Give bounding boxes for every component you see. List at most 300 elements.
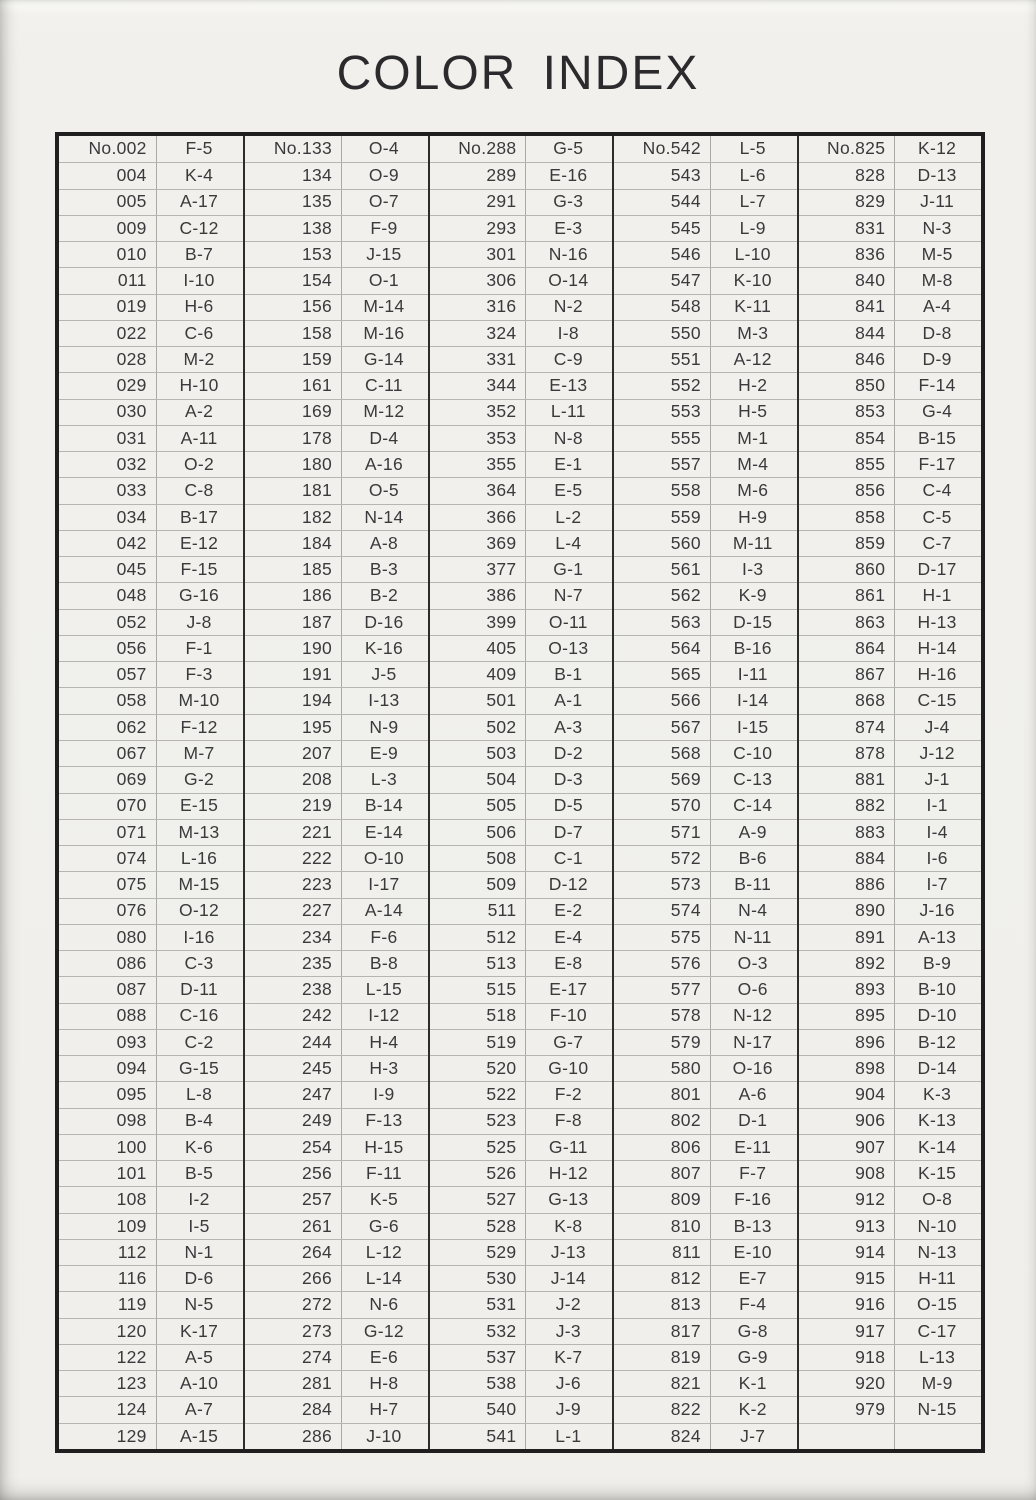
- grid-code-cell: G-6: [368, 1215, 399, 1236]
- grid-code-cell: M-16: [363, 322, 405, 343]
- table-row: [59, 1318, 243, 1344]
- color-number-cell: 580: [614, 1056, 711, 1081]
- grid-code-cell: I-14: [737, 690, 769, 711]
- table-row: [430, 399, 612, 425]
- table-row: [614, 819, 796, 845]
- table-row: [59, 976, 243, 1002]
- table-row: [59, 477, 243, 503]
- color-number-cell: 019: [59, 295, 157, 320]
- grid-code-cell: I-4: [926, 821, 948, 842]
- color-number-cell: 822: [614, 1397, 711, 1422]
- table-row: [799, 346, 981, 372]
- grid-code-cell: F-8: [554, 1110, 582, 1131]
- color-number-cell: 850: [799, 373, 896, 398]
- table-row: [799, 556, 981, 582]
- color-number-cell: 119: [59, 1292, 157, 1317]
- color-number-cell: 123: [59, 1371, 157, 1396]
- table-row: [799, 609, 981, 635]
- grid-code-cell: D-2: [553, 742, 583, 763]
- grid-code-cell: M-10: [178, 690, 220, 711]
- table-row: [430, 215, 612, 241]
- grid-code-cell: K-11: [734, 296, 772, 317]
- color-number-cell: 836: [799, 242, 896, 267]
- color-number-cell: 917: [799, 1319, 896, 1344]
- table-row: [245, 819, 427, 845]
- color-number-cell: 256: [245, 1161, 342, 1186]
- grid-code-cell: A-9: [738, 821, 767, 842]
- color-number-cell: 504: [430, 767, 527, 792]
- table-row: [245, 189, 427, 215]
- table-row: [614, 215, 796, 241]
- grid-code-cell: L-8: [185, 1084, 213, 1105]
- grid-code-cell: C-7: [922, 532, 952, 553]
- table-row: [59, 898, 243, 924]
- grid-code-cell: C-17: [917, 1320, 957, 1341]
- table-row: [245, 976, 427, 1002]
- grid-code-cell: N-3: [922, 217, 952, 238]
- table-row: [430, 1029, 612, 1055]
- grid-code-cell: L-3: [370, 769, 398, 790]
- color-number-cell: 080: [59, 925, 157, 950]
- table-row: [430, 714, 612, 740]
- table-row: [614, 845, 796, 871]
- color-number-cell: 562: [614, 583, 711, 608]
- color-number-cell: 530: [430, 1266, 527, 1291]
- grid-code-cell: C-5: [922, 506, 952, 527]
- grid-code-cell: L-12: [365, 1241, 403, 1262]
- color-number-cell: 898: [799, 1056, 896, 1081]
- color-number-cell: 864: [799, 636, 896, 661]
- grid-code-cell: E-9: [369, 742, 398, 763]
- grid-code-cell: D-7: [553, 821, 583, 842]
- grid-code-cell: L-10: [734, 243, 771, 264]
- grid-code-cell: B-16: [733, 637, 772, 658]
- table-row: [614, 793, 796, 819]
- grid-code-cell: I-13: [368, 690, 400, 711]
- color-number-cell: 813: [614, 1292, 711, 1317]
- table-row: [799, 582, 981, 608]
- column-group-4: [612, 136, 796, 1449]
- table-row: [799, 1239, 981, 1265]
- table-row: [614, 950, 796, 976]
- grid-code-cell: I-9: [373, 1084, 395, 1105]
- color-number-cell: 846: [799, 347, 896, 372]
- color-number-cell: No.542: [614, 136, 711, 162]
- color-number-cell: 306: [430, 268, 527, 293]
- color-number-cell: 227: [245, 899, 342, 924]
- color-number-cell: 109: [59, 1214, 157, 1239]
- grid-code-cell: B-5: [184, 1163, 214, 1183]
- grid-code-cell: C-12: [179, 217, 219, 238]
- grid-code-cell: G-13: [548, 1189, 589, 1210]
- color-number-cell: 831: [799, 216, 896, 241]
- color-number-cell: 567: [614, 715, 711, 740]
- column-group-2: [243, 136, 427, 1449]
- color-number-cell: 572: [614, 846, 711, 871]
- table-row: [59, 451, 243, 477]
- grid-code-cell: I-16: [183, 926, 215, 947]
- table-row: [799, 372, 981, 398]
- color-number-cell: 178: [245, 426, 342, 451]
- table-row: [799, 766, 981, 792]
- color-number-cell: 552: [614, 373, 711, 398]
- color-number-cell: 238: [245, 977, 342, 1002]
- table-row: [59, 714, 243, 740]
- table-row: [245, 346, 427, 372]
- table-row: [430, 924, 612, 950]
- color-number-cell: 281: [245, 1371, 342, 1396]
- table-row: [59, 1291, 243, 1317]
- grid-code-cell: H-1: [922, 585, 952, 606]
- table-row: [799, 1370, 981, 1396]
- grid-code-cell: M-11: [732, 532, 773, 553]
- table-row: [59, 267, 243, 293]
- grid-code-cell: H-5: [738, 401, 768, 422]
- color-number-cell: 386: [430, 583, 527, 608]
- table-row: [59, 1370, 243, 1396]
- color-number-cell: 076: [59, 899, 157, 924]
- color-number-cell: 884: [799, 846, 896, 871]
- table-row: [59, 372, 243, 398]
- table-row: [245, 451, 427, 477]
- table-row: [799, 661, 981, 687]
- table-row: [430, 556, 612, 582]
- color-number-cell: 158: [245, 321, 342, 346]
- color-number-cell: 546: [614, 242, 711, 267]
- grid-code-cell: G-7: [553, 1031, 584, 1052]
- color-number-cell: 261: [245, 1214, 342, 1239]
- color-number-cell: 247: [245, 1082, 342, 1107]
- grid-code-cell: C-2: [184, 1031, 214, 1052]
- grid-code-cell: O-11: [548, 611, 588, 632]
- grid-code-cell: G-16: [178, 585, 220, 606]
- table-row: [430, 1108, 612, 1134]
- grid-code-cell: F-12: [180, 716, 218, 737]
- color-number-cell: 811: [614, 1240, 711, 1265]
- grid-code-cell: F-14: [918, 375, 956, 396]
- grid-code-cell: D-13: [917, 165, 957, 186]
- table-row: [430, 609, 612, 635]
- color-number-cell: 266: [245, 1266, 342, 1291]
- grid-code-cell: M-4: [737, 453, 769, 474]
- table-row: [245, 635, 427, 661]
- table-row: [245, 1134, 427, 1160]
- grid-code-cell: J-4: [924, 716, 950, 737]
- table-row: [614, 1003, 796, 1029]
- grid-code-cell: G-15: [178, 1057, 220, 1078]
- grid-code-cell: H-12: [548, 1163, 588, 1183]
- color-number-cell: 033: [59, 478, 157, 503]
- color-number-cell: 138: [245, 216, 342, 241]
- color-number-cell: 195: [245, 715, 342, 740]
- color-number-cell: 543: [614, 163, 711, 188]
- table-row: [430, 1213, 612, 1239]
- color-number-cell: 399: [430, 610, 527, 635]
- color-number-cell: 273: [245, 1319, 342, 1344]
- table-row: [430, 793, 612, 819]
- grid-code-cell: A-13: [918, 926, 957, 947]
- table-row: [799, 819, 981, 845]
- grid-code-cell: A-12: [733, 348, 772, 369]
- table-row: [59, 1134, 243, 1160]
- color-number-cell: 537: [430, 1345, 527, 1370]
- grid-code-cell: F-13: [365, 1110, 403, 1131]
- table-row: [799, 845, 981, 871]
- table-row: [799, 1423, 981, 1449]
- color-number-cell: 920: [799, 1371, 896, 1396]
- color-number-cell: 906: [799, 1109, 896, 1134]
- table-row: [59, 1423, 243, 1449]
- color-number-cell: 184: [245, 531, 342, 556]
- grid-code-cell: K-1: [738, 1373, 767, 1394]
- grid-code-cell: C-13: [733, 769, 773, 790]
- color-number-cell: 868: [799, 688, 896, 713]
- table-row: [245, 609, 427, 635]
- color-number-cell: 532: [430, 1319, 527, 1344]
- grid-code-cell: M-8: [921, 270, 953, 291]
- color-number-cell: 861: [799, 583, 896, 608]
- color-number-cell: 409: [430, 662, 527, 687]
- table-row: [799, 1291, 981, 1317]
- grid-code-cell: K-15: [918, 1163, 957, 1183]
- grid-code-cell: L-2: [555, 506, 582, 527]
- table-row: [59, 740, 243, 766]
- grid-code-cell: I-7: [926, 874, 948, 895]
- table-row: [59, 1396, 243, 1422]
- grid-code-cell: L-5: [739, 138, 766, 159]
- grid-code-cell: E-3: [554, 217, 583, 238]
- grid-code-cell: N-7: [553, 585, 583, 606]
- grid-code-cell: N-16: [548, 243, 588, 264]
- color-number-cell: 515: [430, 977, 527, 1002]
- color-number-cell: 819: [614, 1345, 711, 1370]
- table-row: [799, 1108, 981, 1134]
- table-row: [59, 1160, 243, 1186]
- table-row: [614, 189, 796, 215]
- grid-code-cell: B-12: [918, 1031, 957, 1052]
- grid-code-cell: L-7: [739, 191, 766, 212]
- table-row: [245, 1265, 427, 1291]
- table-row: [614, 924, 796, 950]
- grid-code-cell: M-12: [363, 401, 405, 422]
- color-number-cell: 234: [245, 925, 342, 950]
- color-number-cell: 316: [430, 295, 527, 320]
- color-number-cell: 519: [430, 1030, 527, 1055]
- table-row: [59, 346, 243, 372]
- grid-code-cell: E-5: [554, 480, 583, 501]
- table-row: [430, 1291, 612, 1317]
- table-row: [614, 871, 796, 897]
- color-number-cell: 801: [614, 1082, 711, 1107]
- grid-code-cell: M-7: [183, 742, 215, 763]
- color-number-cell: 264: [245, 1240, 342, 1265]
- table-row: [430, 267, 612, 293]
- grid-code-cell: I-17: [368, 874, 400, 895]
- color-number-cell: 528: [430, 1214, 527, 1239]
- color-number-cell: 553: [614, 400, 711, 425]
- grid-code-cell: D-16: [364, 611, 404, 632]
- grid-code-cell: H-14: [917, 637, 957, 658]
- color-number-cell: No.288: [430, 136, 527, 162]
- table-row: [799, 793, 981, 819]
- table-row: [245, 372, 427, 398]
- table-row: [614, 320, 796, 346]
- grid-code-cell: N-8: [553, 427, 583, 448]
- grid-code-cell: M-6: [737, 480, 769, 501]
- color-number-cell: 913: [799, 1214, 896, 1239]
- color-number-cell: 159: [245, 347, 342, 372]
- table-row: [799, 399, 981, 425]
- grid-code-cell: F-9: [370, 217, 398, 238]
- table-row: [59, 661, 243, 687]
- grid-code-cell: N-4: [738, 900, 768, 921]
- color-number-cell: 527: [430, 1187, 527, 1212]
- color-number-cell: 022: [59, 321, 157, 346]
- color-number-cell: 101: [59, 1161, 157, 1186]
- table-row: [614, 530, 796, 556]
- table-row: [59, 556, 243, 582]
- table-row: [59, 609, 243, 635]
- grid-code-cell: B-2: [369, 585, 398, 606]
- table-row: [430, 661, 612, 687]
- grid-code-cell: O-4: [368, 138, 399, 159]
- color-number-cell: 134: [245, 163, 342, 188]
- color-number-cell: 503: [430, 741, 527, 766]
- column-group-3: [428, 136, 612, 1449]
- color-number-cell: 180: [245, 452, 342, 477]
- color-number-cell: 048: [59, 583, 157, 608]
- color-number-cell: 031: [59, 426, 157, 451]
- color-number-cell: 531: [430, 1292, 527, 1317]
- table-row: [430, 1134, 612, 1160]
- color-number-cell: 979: [799, 1397, 896, 1422]
- table-row: [59, 582, 243, 608]
- grid-code-cell: K-16: [364, 637, 403, 658]
- table-row: [799, 425, 981, 451]
- color-number-cell: 855: [799, 452, 896, 477]
- table-row: [614, 635, 796, 661]
- color-number-cell: 254: [245, 1135, 342, 1160]
- color-number-cell: 547: [614, 268, 711, 293]
- table-row: [614, 477, 796, 503]
- color-number-cell: 154: [245, 268, 342, 293]
- grid-code-cell: E-8: [554, 952, 583, 973]
- table-row: [245, 425, 427, 451]
- grid-code-cell: F-7: [739, 1163, 767, 1183]
- color-number-cell: 829: [799, 190, 896, 215]
- color-number-cell: 291: [430, 190, 527, 215]
- color-number-cell: 912: [799, 1187, 896, 1212]
- color-number-cell: 045: [59, 557, 157, 582]
- color-number-cell: 156: [245, 295, 342, 320]
- color-number-cell: 568: [614, 741, 711, 766]
- table-row: [614, 1265, 796, 1291]
- page-title: COLOR INDEX: [336, 47, 700, 100]
- table-row: [430, 372, 612, 398]
- table-row: [245, 399, 427, 425]
- grid-code-cell: J-7: [740, 1425, 766, 1446]
- table-row: [245, 924, 427, 950]
- table-row: [430, 950, 612, 976]
- color-number-cell: 886: [799, 872, 896, 897]
- table-row: [799, 136, 981, 162]
- table-row: [245, 1108, 427, 1134]
- color-number-cell: 098: [59, 1109, 157, 1134]
- grid-code-cell: E-17: [549, 979, 588, 1000]
- color-number-cell: 182: [245, 505, 342, 530]
- grid-code-cell: C-3: [184, 952, 214, 973]
- table-row: [614, 766, 796, 792]
- grid-code-cell: H-11: [918, 1268, 957, 1289]
- color-number-cell: 129: [59, 1424, 157, 1449]
- grid-code-cell: B-11: [734, 874, 772, 895]
- color-number-cell: 028: [59, 347, 157, 372]
- table-row: [245, 504, 427, 530]
- grid-code-cell: I-12: [368, 1005, 400, 1026]
- table-row: [799, 1081, 981, 1107]
- table-row: [799, 871, 981, 897]
- color-number-cell: 541: [430, 1424, 527, 1449]
- table-row: [245, 1029, 427, 1055]
- grid-code-cell: C-1: [553, 847, 583, 868]
- table-row: [59, 1344, 243, 1370]
- table-row: [799, 1055, 981, 1081]
- grid-code-cell: J-11: [920, 191, 955, 212]
- table-row: [245, 950, 427, 976]
- table-row: [245, 267, 427, 293]
- color-number-cell: 544: [614, 190, 711, 215]
- table-row: [430, 425, 612, 451]
- grid-code-cell: B-3: [369, 559, 398, 580]
- color-number-cell: 575: [614, 925, 711, 950]
- grid-code-cell: J-13: [550, 1241, 586, 1262]
- table-row: [430, 1265, 612, 1291]
- color-number-cell: 181: [245, 478, 342, 503]
- grid-code-cell: N-2: [553, 296, 583, 317]
- table-row: [59, 1003, 243, 1029]
- grid-code-cell: A-15: [179, 1425, 219, 1446]
- grid-code-cell: O-7: [368, 191, 399, 212]
- grid-code-cell: M-14: [363, 296, 405, 317]
- color-number-cell: 069: [59, 767, 157, 792]
- table-row: [614, 1186, 796, 1212]
- table-row: [614, 1318, 796, 1344]
- color-number-cell: 916: [799, 1292, 896, 1317]
- color-number-cell: 891: [799, 925, 896, 950]
- color-number-cell: 056: [59, 636, 157, 661]
- color-number-cell: 563: [614, 610, 711, 635]
- color-number-cell: 502: [430, 715, 527, 740]
- grid-code-cell: D-6: [184, 1268, 214, 1289]
- grid-code-cell: N-13: [917, 1241, 957, 1262]
- table-row: [59, 1029, 243, 1055]
- grid-code-cell: E-14: [364, 821, 403, 842]
- grid-code-cell: F-11: [365, 1163, 402, 1183]
- table-row: [245, 1186, 427, 1212]
- table-row: [614, 294, 796, 320]
- grid-code-cell: M-15: [178, 874, 220, 895]
- grid-code-cell: A-5: [184, 1346, 214, 1367]
- grid-code-cell: E-10: [733, 1241, 772, 1262]
- grid-code-cell: O-15: [917, 1294, 958, 1315]
- color-number-cell: 577: [614, 977, 711, 1002]
- grid-code-cell: N-10: [917, 1215, 957, 1236]
- table-row: [799, 189, 981, 215]
- grid-code-cell: K-17: [179, 1320, 219, 1341]
- grid-code-cell: O-9: [368, 165, 399, 186]
- grid-code-cell: D-9: [922, 348, 952, 369]
- table-row: [799, 320, 981, 346]
